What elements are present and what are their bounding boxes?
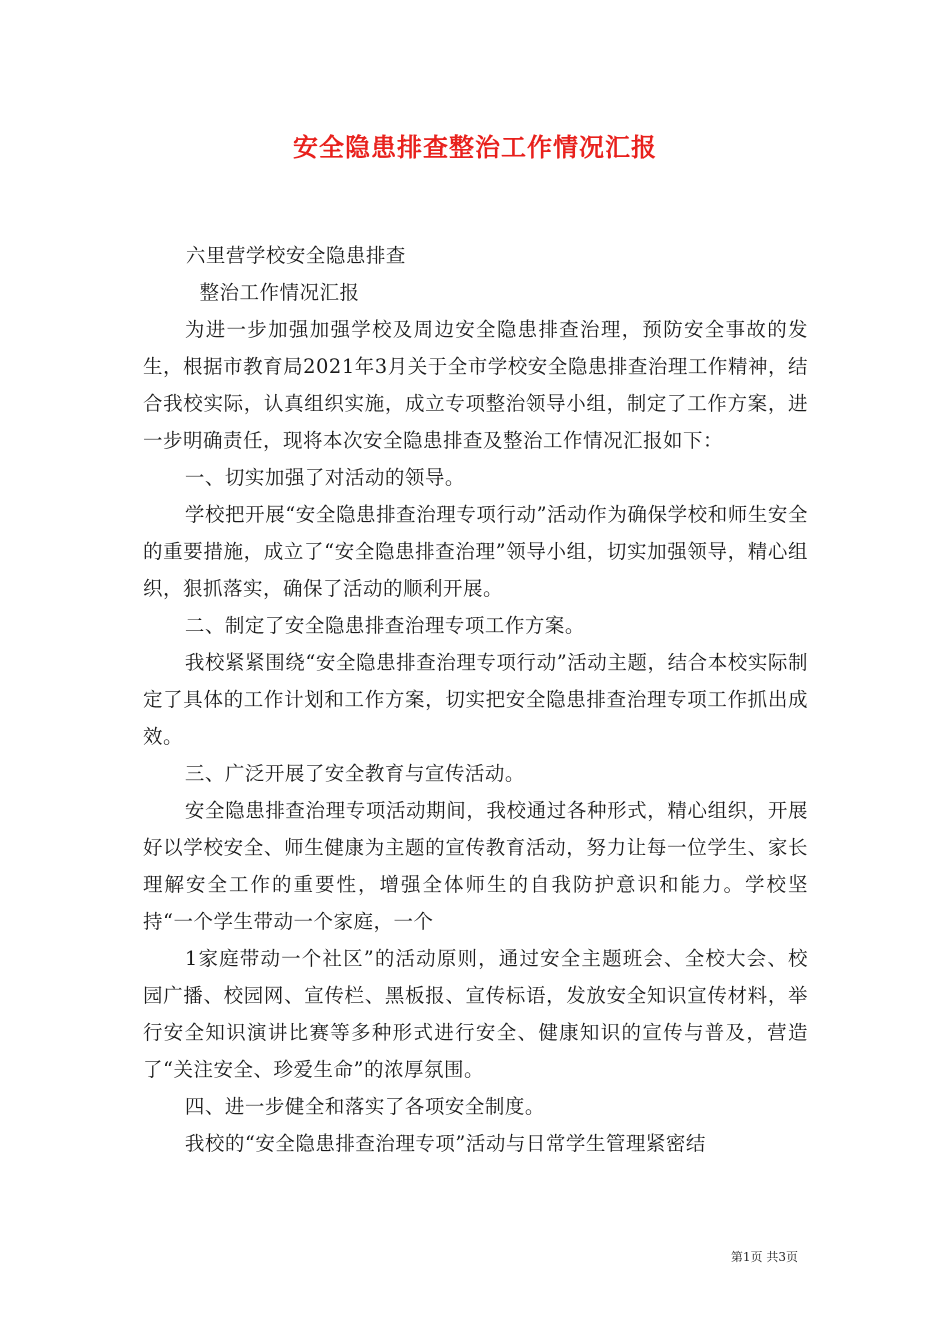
page-number: 第1页 共3页	[730, 1250, 798, 1264]
section-heading-1: 一、切实加强了对活动的领导。	[184, 466, 465, 489]
section-body-2: 我校紧紧围绕“安全隐患排查治理专项行动”活动主题，结合本校实际制定了具体的工作计划和工作方案，切实把安全隐患排查治理专项工作抓出成效。	[143, 651, 808, 748]
document-title: 安全隐患排查整治工作情况汇报	[292, 133, 657, 162]
document-body	[143, 237, 808, 1162]
section-heading-3: 三、广泛开展了安全教育与宣传活动。	[184, 762, 525, 785]
report-subtitle-line: 整治工作情况汇报	[199, 281, 360, 304]
section-body-1: 学校把开展“安全隐患排查治理专项行动”活动作为确保学校和师生安全的重要措施，成立了“安全隐患排查治理”领导小组，切实加强领导，精心组织，狠抓落实，确保了活动的顺利开展。	[143, 503, 808, 600]
section-heading-2: 二、制定了安全隐患排查治理专项工作方案。	[184, 614, 585, 637]
section-body-3-continued: 1家庭带动一个社区”的活动原则，通过安全主题班会、全校大会、校园广播、校园网、宣传栏、黑板报、宣传标语，发放安全知识宣传材料，举行安全知识演讲比赛等多种形式进行安全、健康知识的宣传与普及，营造了“关注安全、珍爱生命”的浓厚氛围。	[143, 947, 808, 1081]
section-heading-4: 四、进一步健全和落实了各项安全制度。	[184, 1095, 545, 1118]
section-body-4: 我校的“安全隐患排查治理专项”活动与日常学生管理紧密结	[184, 1132, 706, 1155]
section-body-3: 安全隐患排查治理专项活动期间，我校通过各种形式，精心组织，开展好以学校安全、师生健康为主题的宣传教育活动，努力让每一位学生、家长理解安全工作的重要性，增强全体师生的自我防护意识和能力。学校坚持“一个学生带动一个家庭，一个	[143, 799, 808, 933]
school-name-line: 六里营学校安全隐患排查	[185, 244, 406, 267]
intro-paragraph: 为进一步加强加强学校及周边安全隐患排查治理，预防安全事故的发生，根据市教育局2021年3月关于全市学校安全隐患排查治理工作精神，结合我校实际，认真组织实施，成立专项整治领导小组，制定了工作方案，进一步明确责任，现将本次安全隐患排查及整治工作情况汇报如下：	[143, 318, 808, 452]
